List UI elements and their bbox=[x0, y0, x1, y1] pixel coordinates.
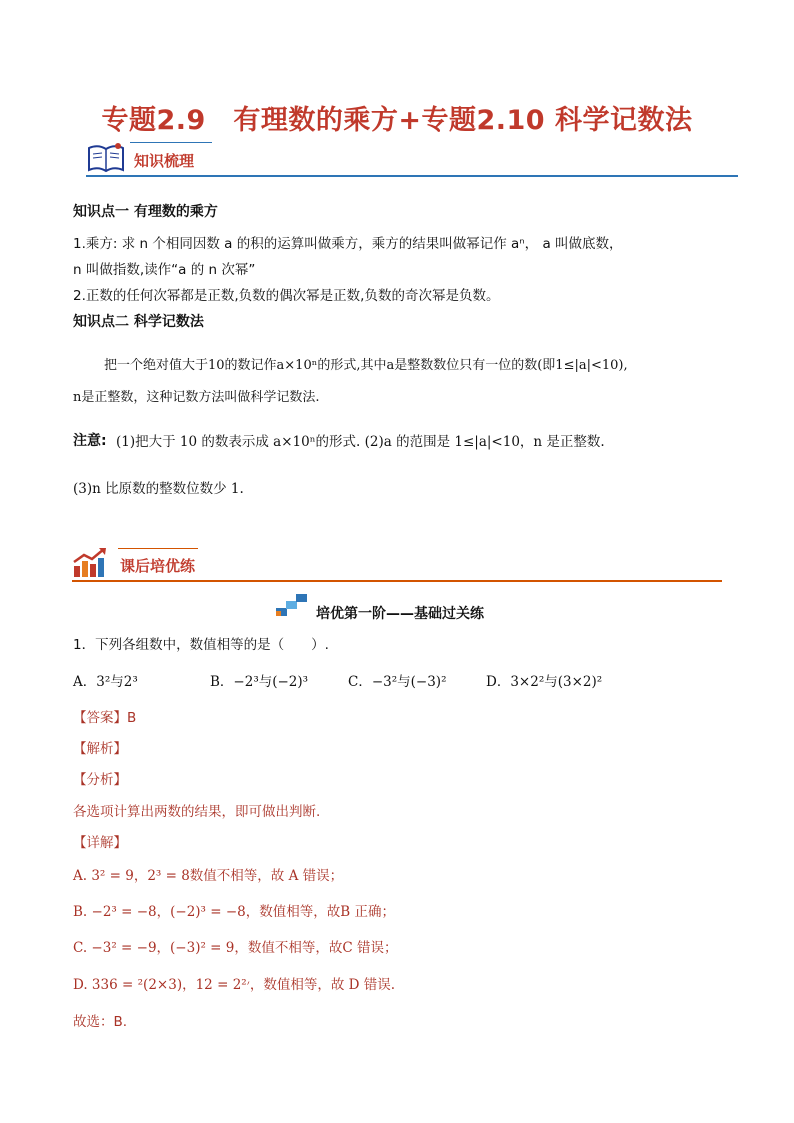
analysis-label: 【解析】 bbox=[73, 741, 127, 757]
step-a: A. 3² = 9，2³ = 8数值不相等，故 A 错误； bbox=[73, 868, 344, 884]
section-heading-zhishi: 知识梳理 bbox=[134, 152, 195, 170]
kp1-heading: 知识点一 有理数的乘方 bbox=[73, 204, 218, 220]
question-stem: 1．下列各组数中，数值相等的是（ ）. bbox=[73, 637, 329, 653]
book-icon bbox=[86, 140, 126, 174]
step-d: D. 3׳2² = 12，(3×2)² = 36，数值相等，故 D 错误. bbox=[73, 977, 396, 993]
kp1-line1: 1.乘方: 求 n 个相同因数 a 的积的运算叫做乘方，乘方的结果叫做幂记作 aⁿ， a 叫做底数， bbox=[73, 236, 623, 252]
stairs-icon bbox=[276, 593, 310, 617]
growth-chart-icon bbox=[72, 546, 108, 578]
fenxi-label: 【分析】 bbox=[73, 772, 127, 788]
section-rule-blue bbox=[86, 175, 738, 177]
xiangjie-label: 【详解】 bbox=[73, 835, 127, 851]
kp1-line2: n 叫做指数,读作“a 的 n 次幂” bbox=[73, 262, 256, 278]
conclusion: 故选：B. bbox=[73, 1014, 128, 1030]
subsection-heading: 培优第一阶——基础过关练 bbox=[316, 606, 484, 622]
step-b: B. −2³ = −8，(−2)³ = −8，数值相等，故B 正确； bbox=[73, 904, 395, 920]
option-b: B．−2³与(−2)³ bbox=[210, 674, 309, 690]
answer-label: 【答案】B bbox=[73, 710, 137, 726]
section-underline-short bbox=[130, 142, 212, 143]
section2-underline-short bbox=[118, 548, 198, 549]
kp2-line1: 把一个绝对值大于10的数记作a×10ⁿ的形式,其中a是整数数位只有一位的数(即1≤|a|<10), bbox=[104, 358, 628, 373]
option-a: A．3²与2³ bbox=[73, 674, 138, 690]
kp1-line3: 2.正数的任何次幂都是正数,负数的偶次幂是正数,负数的奇次幂是负数。 bbox=[73, 288, 500, 304]
kp2-note-label: 注意: bbox=[73, 433, 107, 449]
kp2-line2: n是正整数，这种记数方法叫做科学记数法. bbox=[73, 390, 320, 405]
option-c: C．−3²与(−3)² bbox=[348, 674, 447, 690]
kp2-note-line2: (3)n 比原数的整数位数少 1. bbox=[73, 481, 244, 497]
option-d: D．3×2²与(3×2)² bbox=[486, 674, 603, 690]
fenxi-text: 各选项计算出两数的结果，即可做出判断. bbox=[73, 804, 321, 820]
section-rule-orange bbox=[72, 580, 722, 582]
section-heading-kehou: 课后培优练 bbox=[120, 557, 196, 575]
kp2-note-text: (1)把大于 10 的数表示成 a×10ⁿ的形式. (2)a 的范围是 1≤|a|<10，n 是正整数. bbox=[116, 434, 605, 450]
step-c: C. −3² = −9，(−3)² = 9，数值不相等，故C 错误； bbox=[73, 940, 398, 956]
page-title: 专题2.9 有理数的乘方+专题2.10 科学记数法 bbox=[101, 105, 693, 136]
kp2-heading: 知识点二 科学记数法 bbox=[73, 314, 204, 330]
